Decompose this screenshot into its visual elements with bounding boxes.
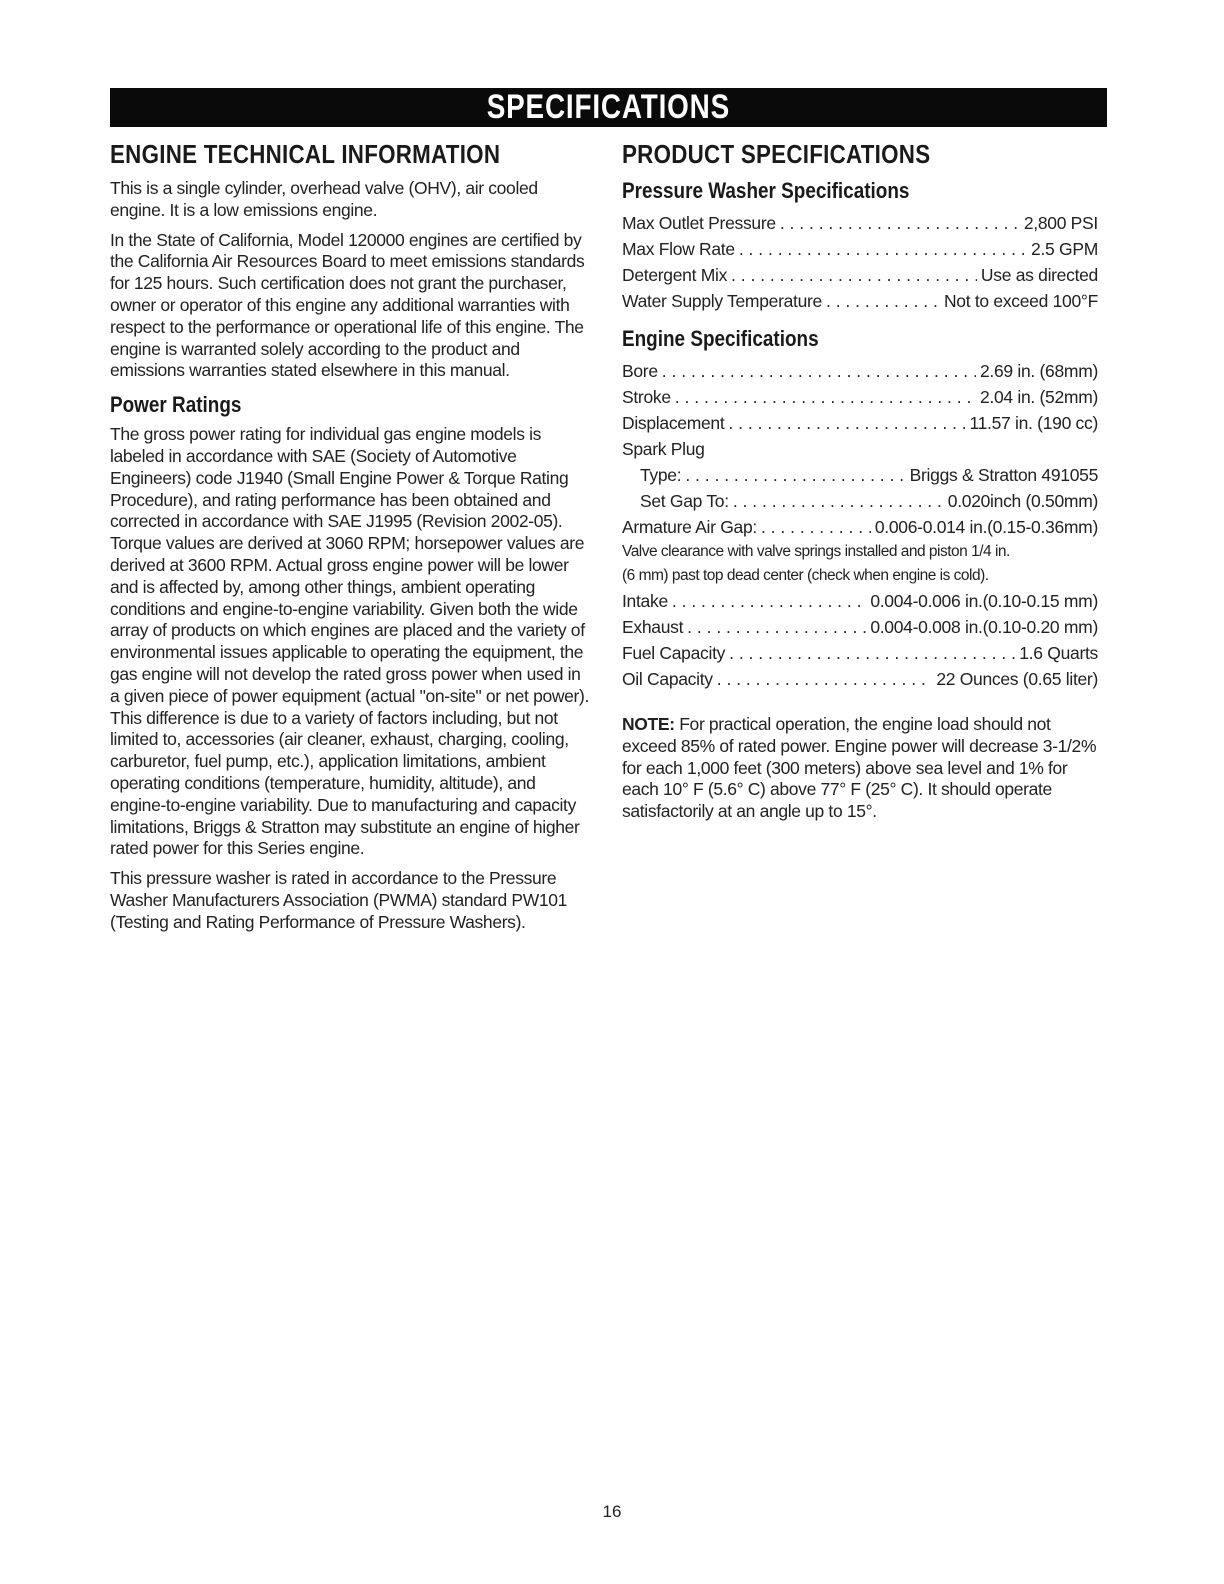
spec-row: Displacement . . . 11.57 in. (190 cc) [622, 410, 1098, 436]
engine-intro-paragraph: This is a single cylinder, overhead valve (OHV), air cooled engine. It is a low emissions engine. [110, 178, 538, 220]
power-ratings-heading: Power Ratings [110, 392, 242, 418]
valve-clearance-note: Valve clearance with valve springs installed and piston 1/4 in. [622, 543, 1010, 560]
spark-plug-label: Spark Plug [622, 439, 705, 459]
pwma-paragraph: This pressure washer is rated in accordance to the Pressure Washer Manufacturers Association (PWMA) standard PW101 (Testing and Rating Performance of Pressure Washers). [110, 868, 568, 932]
power-ratings-paragraph: The gross power rating for individual gas engine models is labeled in accordance with SAE (Society of Automotive Engineers) code J1940 (Small Engine Power & Torque Rating Procedure), and rating performance has been obtained and corrected in accordance with SAE J1995 (Revision 2002-05). Torque values are derived at 3060 RPM; horsepower values are derived at 3600 RPM. Actual gross engine power will be lower and is affected by, among other things, ambient operating conditions and engine-to-engine variability. Given both the wide array of products on which engines are placed and the variety of environmental issues applicable to operating the equipment, the gas engine will not develop the rated gross power when used in a given piece of power equipment (actual "on-site" or net power). This difference is due to a variety of factors including, but not limited to, accessories (air cleaner, exhaust, charging, cooling, carburetor, fuel pump, etc.), application limitations, ambient operating conditions (temperature, humidity, altitude), and engine-to-engine variability. Due to manufacturing and capacity limitations, Briggs & Stratton may substitute an engine of higher rated power for this Series engine. [110, 424, 589, 859]
spec-row: Intake . . . 0.004-0.006 in.(0.10-0.15 mm) [622, 588, 1098, 614]
spec-row: Water Supply Temperature . . . Not to exceed 100°F [622, 288, 1098, 314]
left-column [110, 138, 590, 942]
spec-row: Armature Air Gap: . . . 0.006-0.014 in.(0.15-0.36mm) [622, 514, 1098, 540]
pressure-washer-specs-heading: Pressure Washer Specifications [622, 178, 910, 203]
spec-row: Set Gap To: . . . 0.020inch (0.50mm) [622, 488, 1098, 514]
page-number: 16 [602, 1502, 622, 1521]
product-specifications-heading: PRODUCT SPECIFICATIONS [622, 139, 931, 169]
california-certification-paragraph: In the State of California, Model 120000 engines are certified by the California Air Resources Board to meet emissions standards for 125 hours. Such certification does not grant the purchaser, owner or operator of this engine any additional warranties with respect to the performance or operational life of this engine. The engine is warranted solely according to the product and emissions warranties stated elsewhere in this manual. [110, 229, 585, 381]
spec-row: Stroke . . . 2.04 in. (52mm) [622, 384, 1098, 410]
spec-row: Oil Capacity . . . 22 Ounces (0.65 liter) [622, 666, 1098, 692]
engine-specs-heading: Engine Specifications [622, 326, 819, 351]
spec-row: Bore . . . 2.69 in. (68mm) [622, 358, 1098, 384]
engine-technical-heading: ENGINE TECHNICAL INFORMATION [110, 139, 501, 169]
section-banner [110, 88, 1107, 127]
valve-clearance-note-cont: (6 mm) past top dead center (check when engine is cold). [622, 567, 989, 584]
spec-row: Max Flow Rate . . . 2.5 GPM [622, 236, 1098, 262]
note-label: NOTE: [622, 714, 675, 734]
spec-row: Max Outlet Pressure . . . 2,800 PSI [622, 210, 1098, 236]
spec-row: Fuel Capacity . . . 1.6 Quarts [622, 640, 1098, 666]
right-column [622, 138, 1098, 831]
note-text: For practical operation, the engine load should not exceed 85% of rated power. Engine power will decrease 3-1/2% for each 1,000 feet (300 meters) above sea level and 1% for each 10° F (5.6° C) above 77° F (25° C). It should operate satisfactorily at an angle up to 15°. [622, 714, 1097, 822]
operation-note [622, 714, 1098, 823]
banner-title: SPECIFICATIONS [486, 88, 731, 126]
spec-row: Exhaust . . . 0.004-0.008 in.(0.10-0.20 mm) [622, 614, 1098, 640]
spec-row: Detergent Mix . . . Use as directed [622, 262, 1098, 288]
spec-row: Type: . . . Briggs & Stratton 491055 [622, 462, 1098, 488]
